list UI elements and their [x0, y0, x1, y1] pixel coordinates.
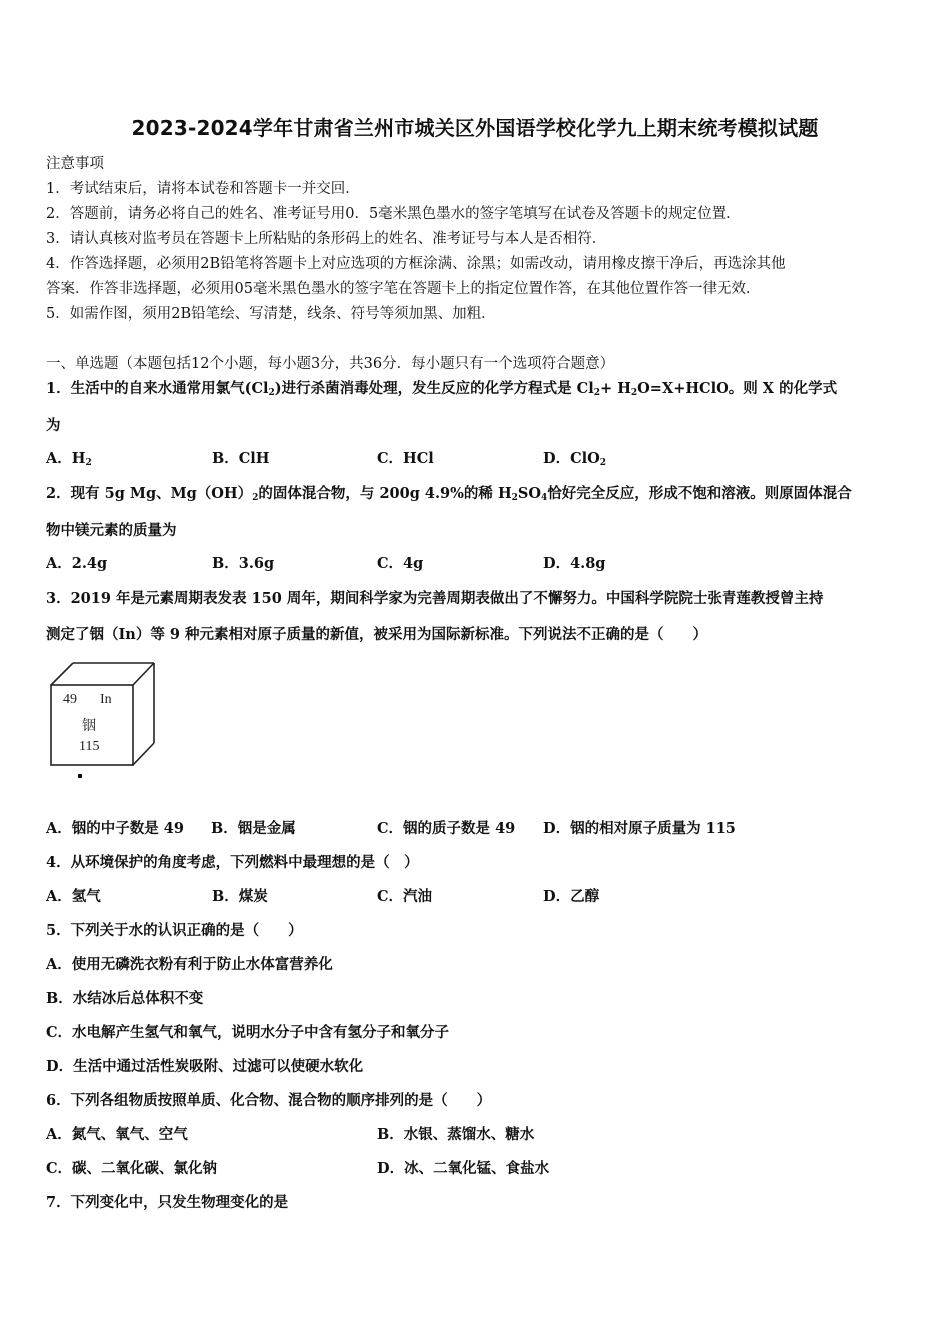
element-atomic-number: 49 — [63, 692, 77, 707]
notice-item: 3．请认真核对监考员在答题卡上所粘贴的条形码上的姓名、准考证号与本人是否相符． — [46, 231, 607, 247]
question-3-stem: 3．2019 年是元素周期表发表 150 周年，期间科学家为完善周期表做出了不懈努力。中国科学院院士张青莲教授曾主持 — [46, 590, 824, 607]
option-a: A．使用无磷洗衣粉有利于防止水体富营养化 — [46, 956, 333, 973]
option-c: C．汽油 — [377, 888, 433, 905]
element-mass: 115 — [79, 739, 100, 754]
question-1-stem: 1．生活中的自来水通常用氯气$(Cl_2)$进行杀菌消毒处理，发生反应的化学方程式是 $Cl_2+$ $H_2O=X+HClO$。则 X 的化学式 — [46, 380, 838, 398]
element-symbol: In — [100, 692, 112, 707]
option-d: D．ClO$_2$ — [543, 450, 607, 468]
option-a: A．$H_2$ — [46, 450, 92, 468]
question-3-stem-cont: 测定了铟（In）等 9 种元素相对原子质量的新值，被采用为国际新标准。下列说法不正确的是（ ） — [46, 626, 708, 643]
option-b: B．水结冰后总体积不变 — [46, 990, 204, 1007]
option-c: C．铟的质子数是 49 — [377, 820, 516, 837]
element-cube-figure — [48, 660, 160, 772]
option-b: B．煤炭 — [212, 888, 268, 905]
page-title: 2023-2024学年甘肃省兰州市城关区外国语学校化学九上期末统考模拟试题 — [131, 116, 819, 140]
question-1-stem-cont: 为 — [46, 417, 61, 434]
decorative-dot — [78, 774, 82, 778]
option-c: C．碳、二氧化碳、氯化钠 — [46, 1160, 218, 1177]
option-a: A．铟的中子数是 49 — [46, 820, 184, 837]
notice-item: 4．作答选择题，必须用2B铅笔将答题卡上对应选项的方框涂满、涂黑；如需改动，请用橡皮擦干净后，再选涂其他 — [46, 256, 786, 272]
option-c: C．水电解产生氢气和氧气，说明水分子中含有氢分子和氧分子 — [46, 1024, 450, 1041]
element-name: 铟 — [82, 718, 96, 734]
notice-heading: 注意事项 — [46, 156, 104, 172]
question-2-stem-cont: 物中镁元素的质量为 — [46, 522, 177, 539]
option-b: B．3.6g — [212, 555, 275, 572]
option-d: D．铟的相对原子质量为 115 — [543, 820, 736, 837]
option-a: A．2.4g — [46, 555, 108, 572]
option-b: B．铟是金属 — [211, 820, 296, 837]
question-6-stem: 6．下列各组物质按照单质、化合物、混合物的顺序排列的是（ ） — [46, 1092, 492, 1109]
notice-item: 1．考试结束后，请将本试卷和答题卡一并交回． — [46, 181, 360, 197]
notice-item: 2．答题前，请务必将自己的姓名、准考证号用0．5毫米黑色墨水的签字笔填写在试卷及答题卡的规定位置． — [46, 206, 741, 222]
option-d: D．乙醇 — [543, 888, 600, 905]
option-b: B．ClH — [212, 450, 270, 467]
question-4-stem: 4．从环境保护的角度考虑，下列燃料中最理想的是（ ） — [46, 854, 419, 871]
option-d: D．冰、二氧化锰、食盐水 — [377, 1160, 550, 1177]
option-d: D．4.8g — [543, 555, 606, 572]
question-5-stem: 5．下列关于水的认识正确的是（ ） — [46, 922, 303, 939]
option-d: D．生活中通过活性炭吸附、过滤可以使硬水软化 — [46, 1058, 364, 1075]
option-c: C．HCl — [377, 450, 434, 467]
option-a: A．氮气、氧气、空气 — [46, 1126, 188, 1143]
section-heading: 一、单选题（本题包括12个小题，每小题3分，共36分．每小题只有一个选项符合题意） — [46, 356, 615, 372]
notice-item: 答案．作答非选择题，必须用05毫米黑色墨水的签字笔在答题卡上的指定位置作答，在其他位置作答一律无效． — [46, 281, 761, 297]
option-c: C．4g — [377, 555, 424, 572]
notice-item: 5．如需作图，须用2B铅笔绘、写清楚，线条、符号等须加黑、加粗． — [46, 306, 496, 322]
question-7-stem: 7．下列变化中，只发生物理变化的是 — [46, 1194, 289, 1211]
question-2-stem: 2．现有 5g Mg、$Mg(OH)_2$的固体混合物，与 200g 4.9%的稀 $H_2SO_4$恰好完全反应，形成不饱和溶液。则原固体混合 — [46, 485, 852, 503]
option-a: A．氢气 — [46, 888, 101, 905]
option-b: B．水银、蒸馏水、糖水 — [377, 1126, 535, 1143]
